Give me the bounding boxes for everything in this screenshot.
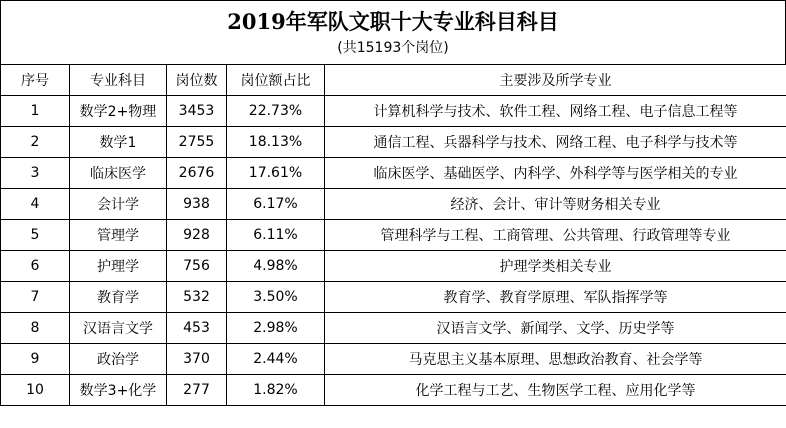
cell-share: 22.73% (227, 96, 325, 127)
cell-majors: 管理科学与工程、工商管理、公共管理、行政管理等专业 (325, 220, 786, 251)
cell-positions: 2676 (167, 158, 227, 189)
cell-positions: 938 (167, 189, 227, 220)
cell-subject: 政治学 (70, 344, 167, 375)
table-row (1, 313, 786, 344)
table-row (1, 251, 786, 282)
cell-index: 6 (1, 251, 70, 282)
cell-share: 2.44% (227, 344, 325, 375)
document-title: 2019年军队文职十大专业科目科目 (227, 9, 559, 34)
header-index: 序号 (1, 65, 70, 96)
cell-share: 6.17% (227, 189, 325, 220)
cell-subject: 数学1 (70, 127, 167, 158)
cell-positions: 277 (167, 375, 227, 406)
cell-majors: 化学工程与工艺、生物医学工程、应用化学等 (325, 375, 786, 406)
cell-index: 1 (1, 96, 70, 127)
cell-majors: 计算机科学与技术、软件工程、网络工程、电子信息工程等 (325, 96, 786, 127)
cell-index: 4 (1, 189, 70, 220)
cell-share: 18.13% (227, 127, 325, 158)
cell-subject: 教育学 (70, 282, 167, 313)
table-header-row (1, 65, 786, 96)
cell-subject: 汉语言文学 (70, 313, 167, 344)
cell-positions: 756 (167, 251, 227, 282)
cell-share: 4.98% (227, 251, 325, 282)
cell-majors: 马克思主义基本原理、思想政治教育、社会学等 (325, 344, 786, 375)
cell-subject: 数学2+物理 (70, 96, 167, 127)
header-share: 岗位额占比 (227, 65, 325, 96)
cell-majors: 汉语言文学、新闻学、文学、历史学等 (325, 313, 786, 344)
cell-index: 7 (1, 282, 70, 313)
cell-index: 10 (1, 375, 70, 406)
cell-share: 2.98% (227, 313, 325, 344)
cell-positions: 928 (167, 220, 227, 251)
cell-share: 17.61% (227, 158, 325, 189)
cell-index: 8 (1, 313, 70, 344)
cell-subject: 管理学 (70, 220, 167, 251)
cell-majors: 临床医学、基础医学、内科学、外科学等与医学相关的专业 (325, 158, 786, 189)
cell-positions: 532 (167, 282, 227, 313)
cell-subject: 数学3+化学 (70, 375, 167, 406)
cell-positions: 3453 (167, 96, 227, 127)
table-row (1, 158, 786, 189)
cell-share: 3.50% (227, 282, 325, 313)
cell-index: 5 (1, 220, 70, 251)
cell-positions: 2755 (167, 127, 227, 158)
cell-index: 2 (1, 127, 70, 158)
cell-positions: 370 (167, 344, 227, 375)
title-block (0, 0, 786, 64)
cell-index: 9 (1, 344, 70, 375)
header-majors: 主要涉及所学专业 (325, 65, 786, 96)
cell-majors: 教育学、教育学原理、军队指挥学等 (325, 282, 786, 313)
table-row (1, 220, 786, 251)
table-row (1, 96, 786, 127)
cell-share: 6.11% (227, 220, 325, 251)
cell-subject: 护理学 (70, 251, 167, 282)
table-row (1, 127, 786, 158)
table-row (1, 189, 786, 220)
cell-majors: 经济、会计、审计等财务相关专业 (325, 189, 786, 220)
subjects-table (0, 64, 786, 406)
cell-subject: 会计学 (70, 189, 167, 220)
cell-majors: 护理学类相关专业 (325, 251, 786, 282)
cell-subject: 临床医学 (70, 158, 167, 189)
cell-share: 1.82% (227, 375, 325, 406)
table-row (1, 375, 786, 406)
header-subject: 专业科目 (70, 65, 167, 96)
cell-majors: 通信工程、兵器科学与技术、网络工程、电子科学与技术等 (325, 127, 786, 158)
document-subtitle: (共15193个岗位) (337, 40, 449, 56)
table-row (1, 344, 786, 375)
header-positions: 岗位数 (167, 65, 227, 96)
cell-positions: 453 (167, 313, 227, 344)
table-row (1, 282, 786, 313)
cell-index: 3 (1, 158, 70, 189)
